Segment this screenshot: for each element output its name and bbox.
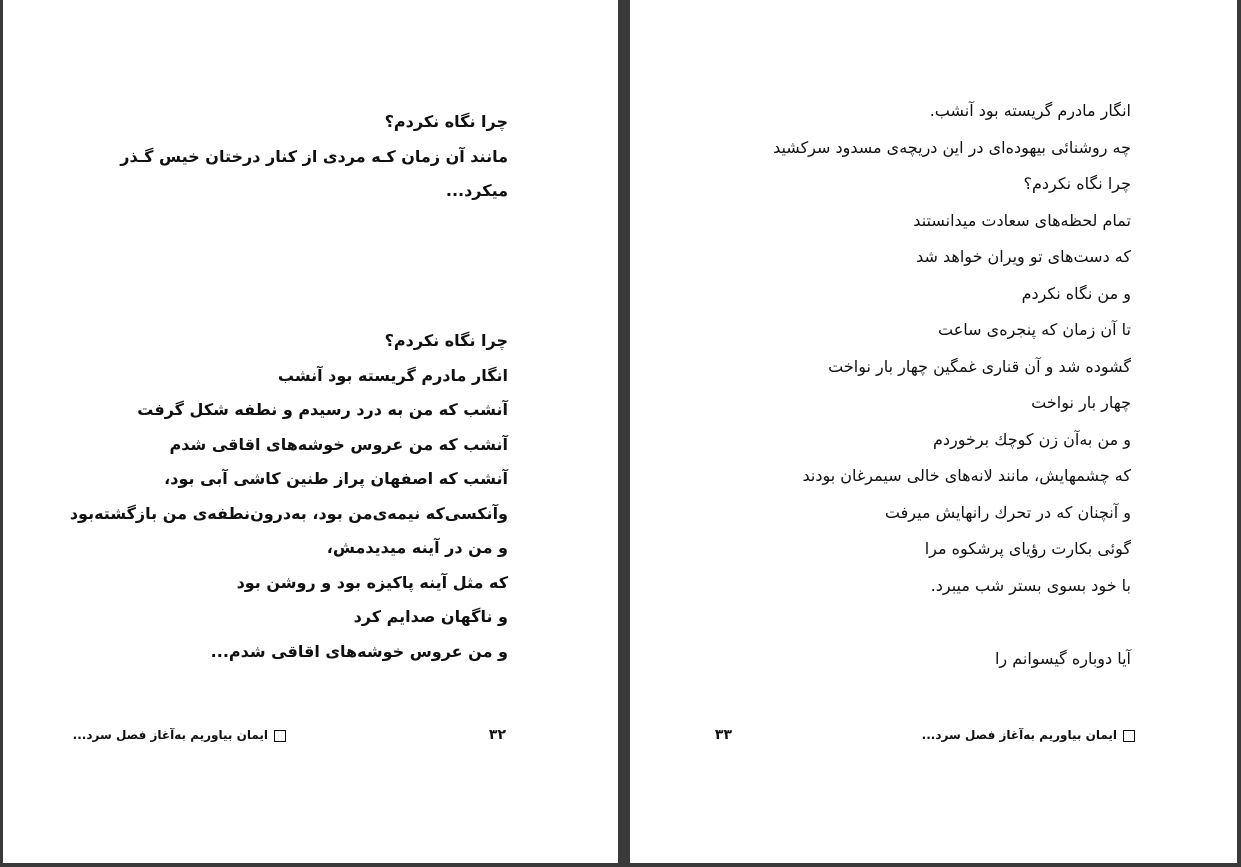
page-right	[630, 0, 1237, 863]
poem-line: و من در آینه میدیدمش،	[326, 538, 508, 557]
book-title: ایمان بیاوریم به‌آغاز فصل سرد...	[921, 728, 1117, 742]
poem-line: چهار بار نواخت	[1031, 393, 1131, 412]
poem-line: میکرد...	[445, 181, 508, 200]
page-number: ۳۳	[714, 727, 732, 743]
poem-line: آنشب که من به درد رسیدم و نطفه شکل گرفت	[137, 400, 508, 419]
poem-line: آیا دوباره گیسوانم را	[994, 649, 1131, 668]
page-number: ۳۲	[488, 727, 506, 743]
poem-line: و من نگاه نکردم	[1021, 283, 1131, 303]
poem-line: چرا نگاه نکردم؟	[384, 331, 508, 350]
poem-line: آنشب که من عروس خوشه‌های اقاقی شدم	[169, 434, 508, 454]
poem-line: که دست‌های تو ویران خواهد شد	[916, 247, 1131, 266]
poem-line: آنشب که اصفهان پراز طنین کاشی آبی بود،	[164, 469, 508, 488]
poem-line: مانند آن زمان کـه مردی از کنار درختان خیس گـذر	[120, 146, 508, 166]
right-stanza-1	[773, 93, 1131, 604]
poem-line: و من عروس خوشه‌های اقاقی شدم...	[210, 641, 508, 661]
poem-line: و ناگهان صدایم کرد	[353, 607, 508, 626]
right-stanza-2	[995, 641, 1131, 678]
left-page-footer	[3, 724, 618, 746]
right-page-footer	[630, 724, 1237, 746]
poem-line: با خود بسوی بستر شب میبرد.	[930, 575, 1131, 595]
running-title	[73, 724, 286, 746]
square-bullet-icon	[1123, 730, 1135, 742]
poem-line: انگار مادرم گریسته بود آنشب.	[929, 101, 1131, 120]
poem-line: تمام لحظه‌های سعادت میدانستند	[913, 210, 1131, 230]
poem-line: چرا نگاه نکردم؟	[384, 112, 508, 131]
poem-line: چه روشنائی بیهوده‌ای در این دریچه‌ی مسدود سرکشید	[773, 137, 1131, 157]
poem-line: وآنکسی‌که نیمه‌ی‌من بود، به‌درون‌نطفه‌ی من بازگشته‌بود	[69, 503, 508, 523]
poem-line: گشوده شد و آن قناری غمگین چهار بار نواخت	[828, 356, 1131, 376]
poem-line: که مثل آینه پاکیزه بود و روشن بود	[236, 572, 508, 592]
poem-line: انگار مادرم گریسته بود آنشب	[277, 365, 508, 385]
poem-line: چرا نگاه نکردم؟	[1023, 174, 1131, 193]
square-bullet-icon	[274, 730, 286, 742]
page-left	[3, 0, 618, 863]
left-stanza-2	[70, 324, 508, 669]
left-stanza-1	[120, 105, 508, 209]
poem-line: و من به‌آن زن کوچك برخوردم	[932, 429, 1131, 449]
book-title: ایمان بیاوریم به‌آغاز فصل سرد...	[72, 728, 268, 742]
poem-line: تا آن زمان که پنجره‌ی ساعت	[938, 320, 1131, 339]
running-title	[922, 724, 1135, 746]
poem-line: که چشمهایش، مانند لانه‌های خالی سیمرغان بودند	[802, 466, 1131, 485]
poem-line: و آنچنان که در تحرك رانهایش میرفت	[884, 502, 1131, 522]
poem-line: گوئی بکارت رؤیای پرشکوه مرا	[924, 539, 1131, 558]
